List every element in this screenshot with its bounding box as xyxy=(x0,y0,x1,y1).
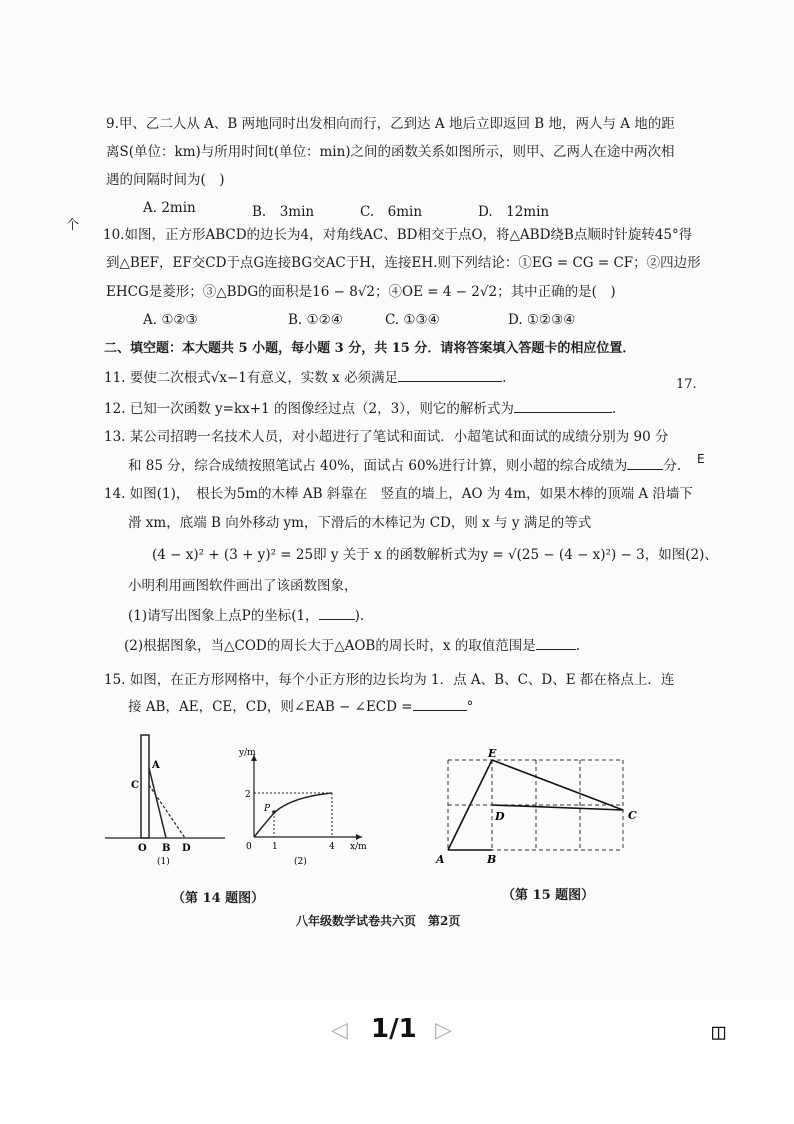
y-axis-label: y/m xyxy=(239,748,256,758)
label-a: A xyxy=(152,760,160,771)
q15-line1: 15. 如图，在正方形网格中，每个小正方形的边长均为 1．点 A、B、C、D、E 都在格点上．连 xyxy=(104,672,675,688)
function-curve xyxy=(254,793,332,837)
q10-line1: 10.如图，正方形ABCD的边长为4，对角线AC、BD相交于点O，将△ABD绕B点顺时针旋转45°得 xyxy=(103,227,693,243)
figure-14-2 xyxy=(232,745,372,870)
q15-line2 xyxy=(128,698,473,716)
q14-sub2-end: . xyxy=(575,638,581,654)
label-e: E xyxy=(488,747,497,760)
q12-text: 12. 已知一次函数 y=kx+1 的图像经过点（2，3），则它的解析式为 xyxy=(104,401,514,417)
q10-option-c: C. ①③④ xyxy=(385,312,440,328)
q15-answer-blank xyxy=(413,698,467,711)
q14-sub2 xyxy=(124,637,580,655)
q13-line2 xyxy=(128,457,681,475)
label-c: C xyxy=(131,780,139,791)
page-footer: 八年级数学试卷共六页 第2页 xyxy=(296,914,461,928)
q10-option-d: D. ①②③④ xyxy=(508,312,576,328)
q9-option-a: A. 2min xyxy=(143,200,196,216)
q14-line3: (4 − x)² + (3 + y)² = 25即 y 关于 x 的函数解析式为y = √(25 − (4 − x)²) − 3，如图(2)、 xyxy=(152,547,718,563)
margin-number: 17. xyxy=(676,377,697,392)
q10-line2: 到△BEF，EF交CD于点G连接BG交AC于H，连接EH.则下列结论：①EG = CG = CF；②四边形 xyxy=(106,255,701,271)
rod-ab xyxy=(149,768,166,838)
fig14-2-caption: (2) xyxy=(294,857,307,867)
q9-option-c: C. 6min xyxy=(360,204,423,220)
label-b: B xyxy=(487,853,497,866)
dashed-grid xyxy=(448,760,623,850)
q12 xyxy=(104,400,616,418)
q12-answer-blank xyxy=(514,400,612,413)
q11 xyxy=(104,369,506,387)
figure-15 xyxy=(430,745,650,870)
q12-end: . xyxy=(611,401,617,417)
wall xyxy=(141,735,149,838)
label-o: O xyxy=(138,843,147,854)
q14-line4: 小明利用画图软件画出了该函数图象， xyxy=(128,578,358,594)
q14-sub1-end: ). xyxy=(354,608,365,624)
q14-sub1 xyxy=(128,607,364,625)
q13-answer-blank xyxy=(627,457,663,470)
next-page-icon[interactable]: ▷ xyxy=(435,1018,452,1043)
q14-sub2-text: (2)根据图象，当△COD的周长大于△AOB的周长时，x 的取值范围是 xyxy=(124,638,536,654)
label-d: D xyxy=(495,810,505,823)
figure-15-caption: （第 15 题图） xyxy=(502,888,595,903)
q9-option-b: B. 3min xyxy=(252,204,315,220)
q9-option-d: D. 12min xyxy=(478,204,550,220)
previous-page-icon[interactable]: ◁ xyxy=(331,1018,348,1043)
q14-line2: 滑 xm，底端 B 向外移动 ym，下滑后的木棒记为 CD，则 x 与 y 满足的等式 xyxy=(128,515,592,531)
figure-14-caption: （第 14 题图） xyxy=(172,891,265,906)
q13-unit: 分. xyxy=(663,458,682,474)
x-tick-0: 0 xyxy=(246,842,252,852)
q9-line2: 离S(单位：km)与所用时间t(单位：min)之间的函数关系如图所示，则甲、乙两人在途中两次相 xyxy=(106,144,675,160)
q14-line1: 14. 如图(1)， 根长为5m的木棒 AB 斜靠在 竖直的墙上，AO 为 4m，如果木棒的顶端 A 沿墙下 xyxy=(104,486,693,502)
q11-answer-blank xyxy=(398,369,502,382)
q13-text: 和 85 分，综合成绩按照笔试占 40%，面试占 60%进行计算，则小超的综合成绩为 xyxy=(128,458,628,474)
q9-line3: 遇的间隔时间为( ) xyxy=(106,172,225,188)
fig14-1-caption: (1) xyxy=(157,857,170,867)
point-p-label: P xyxy=(264,804,271,814)
x-tick-1: 1 xyxy=(272,842,278,852)
q15-degree: ° xyxy=(466,699,474,715)
label-b: B xyxy=(162,843,171,854)
q15-text: 接 AB，AE，CE，CD，则∠EAB − ∠ECD = xyxy=(128,699,413,715)
x-axis-arrow xyxy=(356,834,362,840)
q14-sub1-blank xyxy=(319,607,355,620)
label-c: C xyxy=(628,809,637,822)
q11-end: . xyxy=(502,370,507,386)
section-heading-fill-in: 二、填空题：本大题共 5 小题，每小题 3 分，共 15 分．请将答案填入答题卡的相应位置． xyxy=(104,341,636,356)
figure-14-1 xyxy=(100,730,230,870)
x-tick-4: 4 xyxy=(329,842,335,852)
q9-line1: 9.甲、乙二人从 A、B 两地同时出发相向而行，乙到达 A 地后立即返回 B 地，两人与 A 地的距 xyxy=(106,116,675,132)
q14-sub2-blank xyxy=(536,637,576,650)
margin-char: E xyxy=(697,452,705,466)
x-axis-label: x/m xyxy=(350,842,367,852)
margin-mark-left: 个 xyxy=(66,218,80,233)
q14-sub1-text: (1)请写出图象上点P的坐标(1， xyxy=(128,608,319,624)
point-p xyxy=(272,810,276,814)
page-navigator xyxy=(0,1012,794,1052)
q13-line1: 13. 某公司招聘一名技术人员，对小超进行了笔试和面试．小超笔试和面试的成绩分别为 90 分 xyxy=(104,429,669,445)
label-a: A xyxy=(436,853,445,866)
q10-option-b: B. ①②④ xyxy=(288,312,343,328)
q10-option-a: A. ①②③ xyxy=(143,312,198,328)
page-indicator: 1/1 xyxy=(371,1014,417,1044)
label-d: D xyxy=(182,843,191,854)
y-tick-2: 2 xyxy=(245,790,251,800)
page-overview-icon[interactable]: ◫ xyxy=(712,1020,726,1045)
q11-text: 11. 要使二次根式√x−1有意义，实数 x 必须满足 xyxy=(104,370,399,386)
q10-line3: EHCG是菱形；③△BDG的面积是16 − 8√2；④OE = 4 − 2√2；其中正确的是( ) xyxy=(106,284,616,300)
